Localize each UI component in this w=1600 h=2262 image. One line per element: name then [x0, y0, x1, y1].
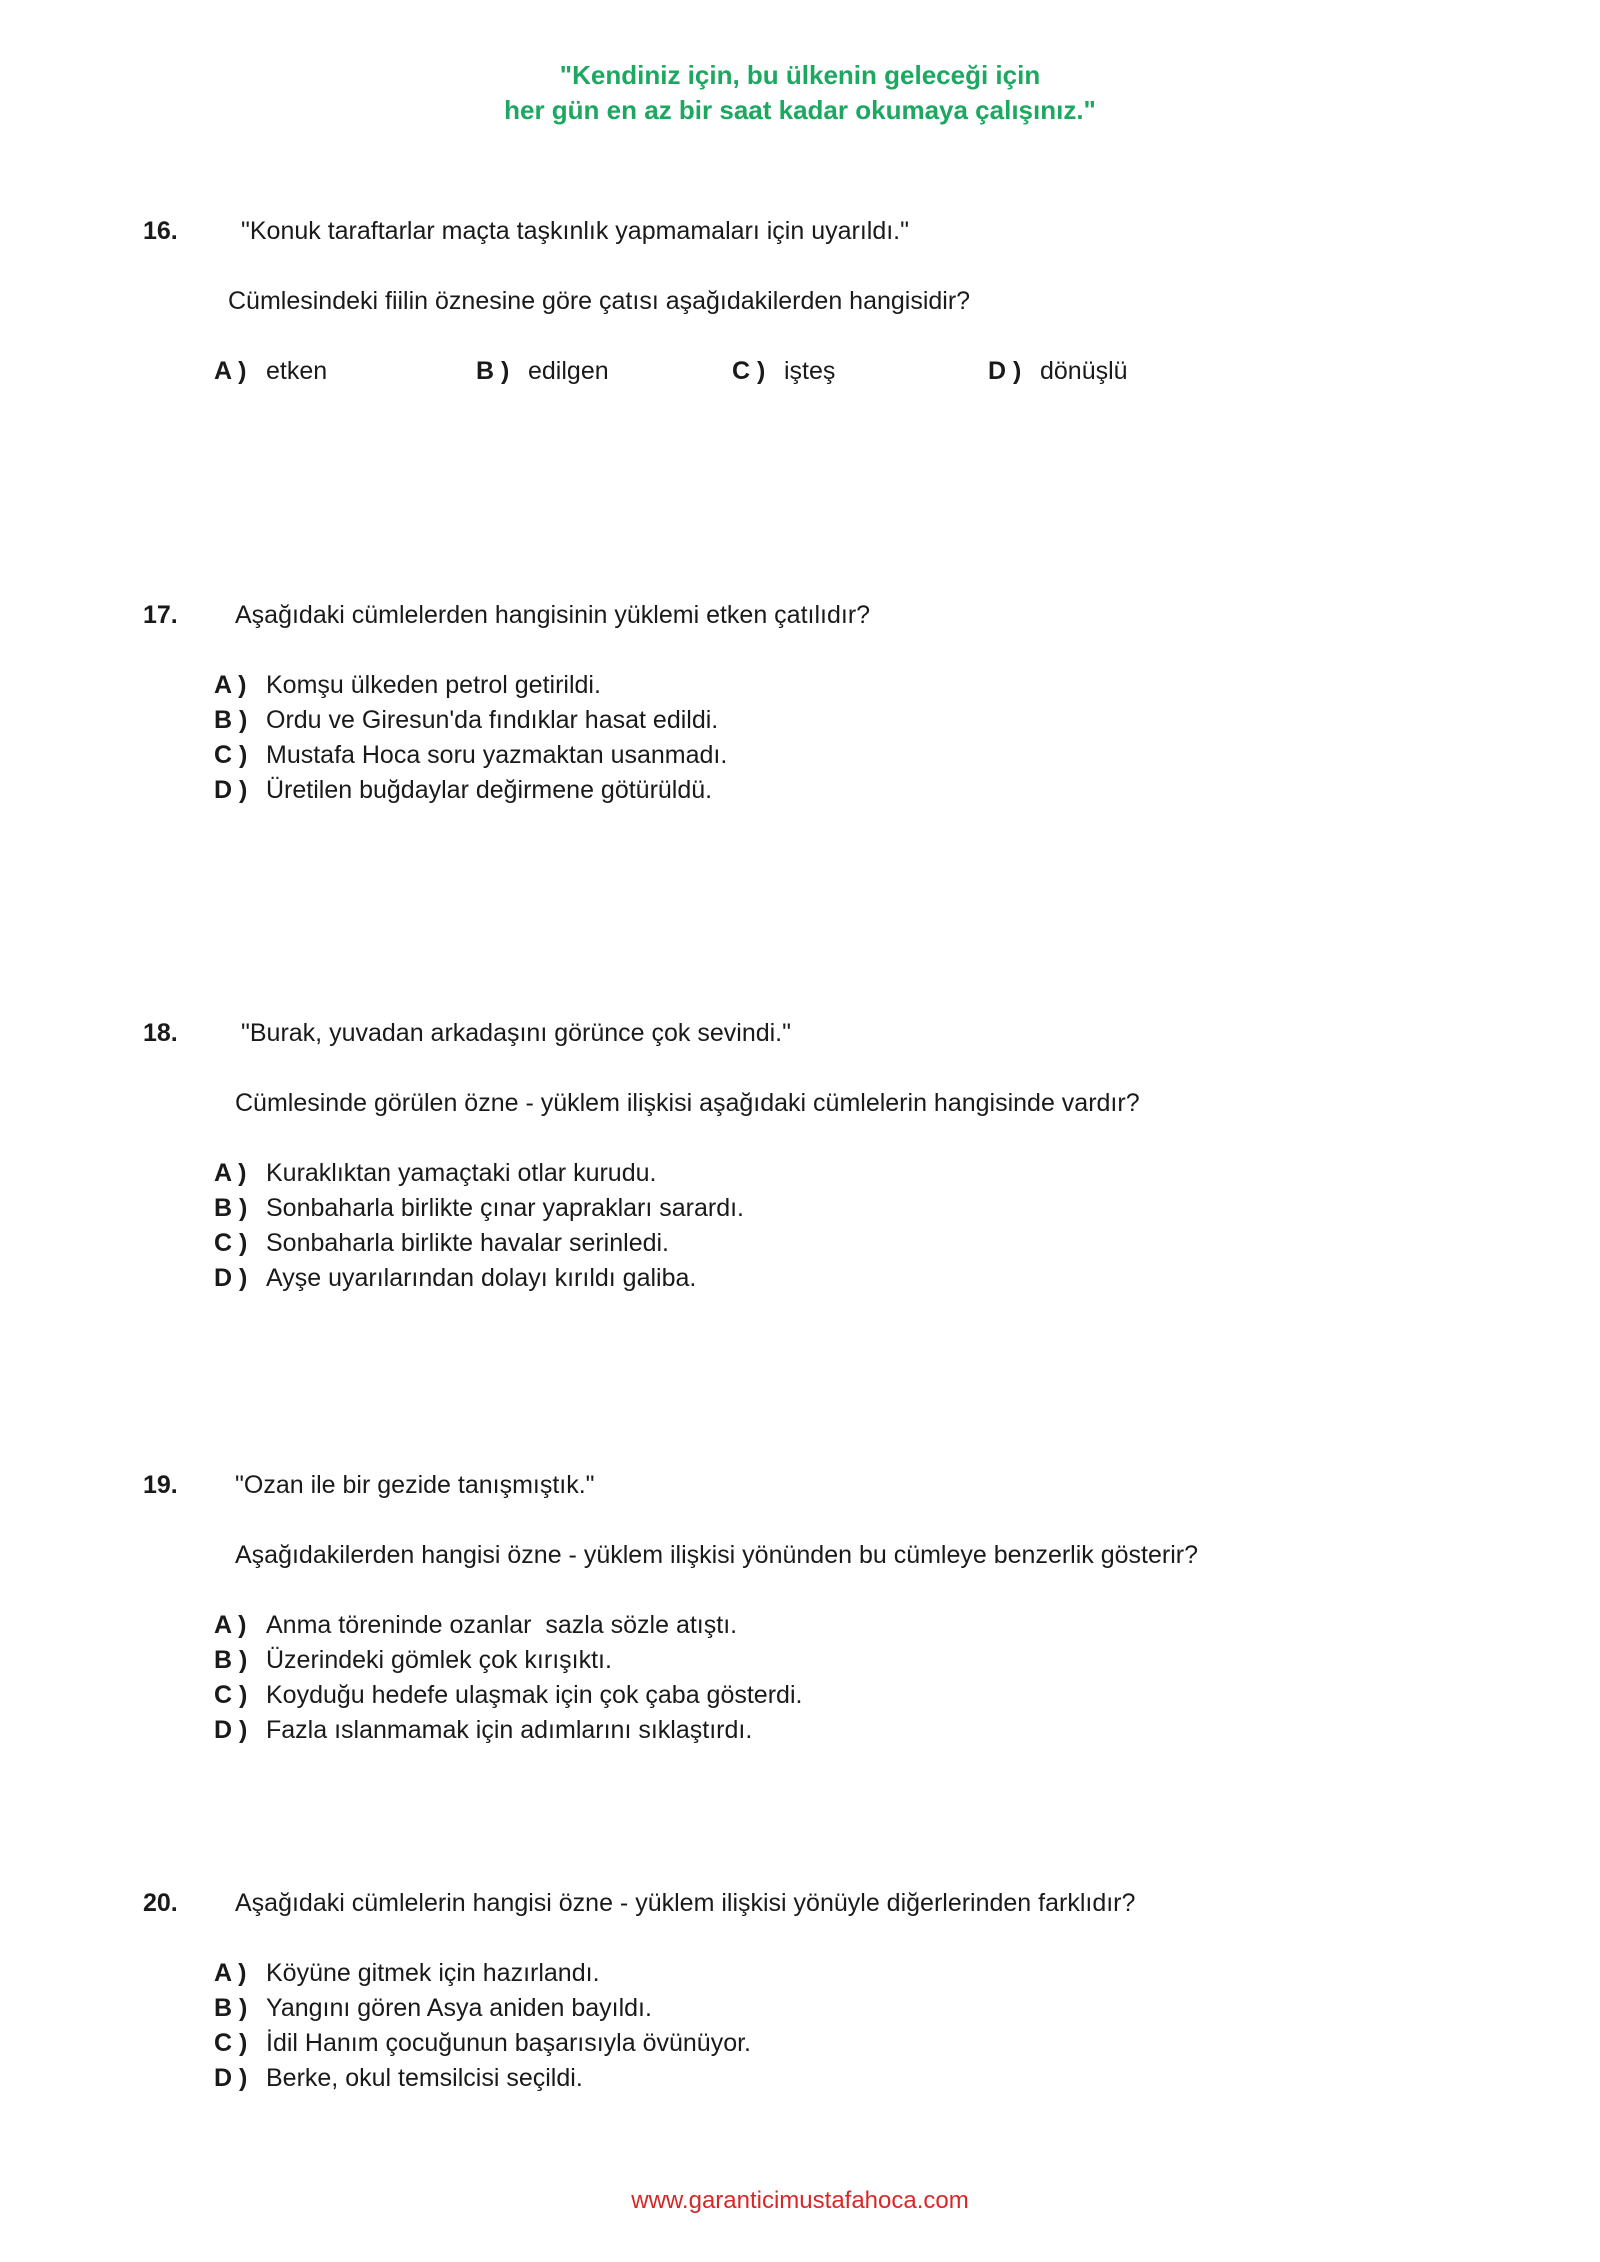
question-prompt: Aşağıdakilerden hangisi özne - yüklem ilişkisi yönünden bu cümleye benzerlik gösterir?: [235, 1541, 1199, 1569]
option-d[interactable]: [214, 2063, 583, 2093]
option-letter: C ): [732, 357, 766, 385]
option-text: Sonbaharla birlikte çınar yaprakları sarardı.: [266, 1194, 745, 1222]
question-quote: "Ozan ile bir gezide tanışmıştık.": [235, 1471, 595, 1499]
question-number: 18.: [143, 1019, 178, 1047]
option-letter: D ): [214, 1716, 248, 1744]
option-text: dönüşlü: [1040, 357, 1128, 385]
option-d[interactable]: [214, 775, 712, 805]
option-letter: A ): [214, 1159, 247, 1187]
option-a[interactable]: [214, 356, 327, 386]
option-c[interactable]: [214, 1680, 802, 1710]
header-line-2: her gün en az bir saat kadar okumaya çalışınız.": [504, 95, 1096, 125]
question-quote: "Burak, yuvadan arkadaşını görünce çok sevindi.": [241, 1019, 791, 1047]
option-text: Anma töreninde ozanlar sazla sözle atıştı.: [266, 1611, 738, 1639]
option-c[interactable]: [214, 2028, 751, 2058]
option-c[interactable]: [732, 356, 835, 386]
option-letter: A ): [214, 1959, 247, 1987]
option-b[interactable]: [214, 705, 718, 735]
option-letter: C ): [214, 1229, 248, 1257]
question-prompt: Aşağıdaki cümlelerden hangisinin yüklemi etken çatılıdır?: [235, 601, 871, 629]
option-letter: C ): [214, 1681, 248, 1709]
question-prompt: Aşağıdaki cümlelerin hangisi özne - yüklem ilişkisi yönüyle diğerlerinden farklıdır?: [235, 1889, 1136, 1917]
footer-url-link[interactable]: www.garanticimustafahoca.com: [631, 2187, 969, 2214]
option-letter: D ): [214, 1264, 248, 1292]
question-prompt: Cümlesinde görülen özne - yüklem ilişkisi aşağıdaki cümlelerin hangisinde vardır?: [235, 1089, 1140, 1117]
option-c[interactable]: [214, 740, 727, 770]
option-a[interactable]: [214, 670, 601, 700]
page-header-quote: [0, 58, 1600, 128]
option-text: edilgen: [528, 357, 609, 385]
option-text: Ayşe uyarılarından dolayı kırıldı galiba.: [266, 1264, 697, 1292]
option-letter: A ): [214, 671, 247, 699]
option-text: Sonbaharla birlikte havalar serinledi.: [266, 1229, 670, 1257]
option-letter: D ): [214, 776, 248, 804]
option-a[interactable]: [214, 1958, 600, 1988]
option-text: Köyüne gitmek için hazırlandı.: [266, 1959, 600, 1987]
option-text: Mustafa Hoca soru yazmaktan usanmadı.: [266, 741, 728, 769]
option-text: Komşu ülkeden petrol getirildi.: [266, 671, 601, 699]
option-text: Ordu ve Giresun'da fındıklar hasat edildi.: [266, 706, 719, 734]
option-letter: B ): [214, 1994, 248, 2022]
question-number: 16.: [143, 217, 178, 245]
option-letter: B ): [214, 1646, 248, 1674]
option-d[interactable]: [988, 356, 1128, 386]
option-b[interactable]: [476, 356, 609, 386]
question-number: 19.: [143, 1471, 178, 1499]
option-text: Kuraklıktan yamaçtaki otlar kurudu.: [266, 1159, 657, 1187]
option-d[interactable]: [214, 1263, 696, 1293]
option-letter: C ): [214, 2029, 248, 2057]
option-text: Yangını gören Asya aniden bayıldı.: [266, 1994, 652, 2022]
option-text: işteş: [784, 357, 836, 385]
option-d[interactable]: [214, 1715, 752, 1745]
option-text: Üretilen buğdaylar değirmene götürüldü.: [266, 776, 713, 804]
question-number: 20.: [143, 1889, 178, 1917]
option-text: Koyduğu hedefe ulaşmak için çok çaba gösterdi.: [266, 1681, 803, 1709]
option-a[interactable]: [214, 1610, 737, 1640]
option-letter: D ): [988, 357, 1022, 385]
option-letter: D ): [214, 2064, 248, 2092]
option-b[interactable]: [214, 1193, 744, 1223]
option-letter: A ): [214, 357, 247, 385]
header-line-1: "Kendiniz için, bu ülkenin geleceği için: [559, 60, 1041, 90]
option-a[interactable]: [214, 1158, 656, 1188]
question-prompt: Cümlesindeki fiilin öznesine göre çatısı aşağıdakilerden hangisidir?: [228, 287, 971, 315]
option-c[interactable]: [214, 1228, 669, 1258]
option-b[interactable]: [214, 1645, 612, 1675]
option-b[interactable]: [214, 1993, 652, 2023]
option-text: Üzerindeki gömlek çok kırışıktı.: [266, 1646, 612, 1674]
option-text: Fazla ıslanmamak için adımlarını sıklaştırdı.: [266, 1716, 753, 1744]
option-text: Berke, okul temsilcisi seçildi.: [266, 2064, 583, 2092]
option-letter: B ): [214, 706, 248, 734]
option-text: etken: [266, 357, 328, 385]
question-number: 17.: [143, 601, 178, 629]
option-text: İdil Hanım çocuğunun başarısıyla övünüyor.: [266, 2029, 751, 2057]
option-letter: C ): [214, 741, 248, 769]
option-letter: A ): [214, 1611, 247, 1639]
option-letter: B ): [476, 357, 510, 385]
option-letter: B ): [214, 1194, 248, 1222]
question-quote: "Konuk taraftarlar maçta taşkınlık yapmamaları için uyarıldı.": [241, 217, 910, 245]
